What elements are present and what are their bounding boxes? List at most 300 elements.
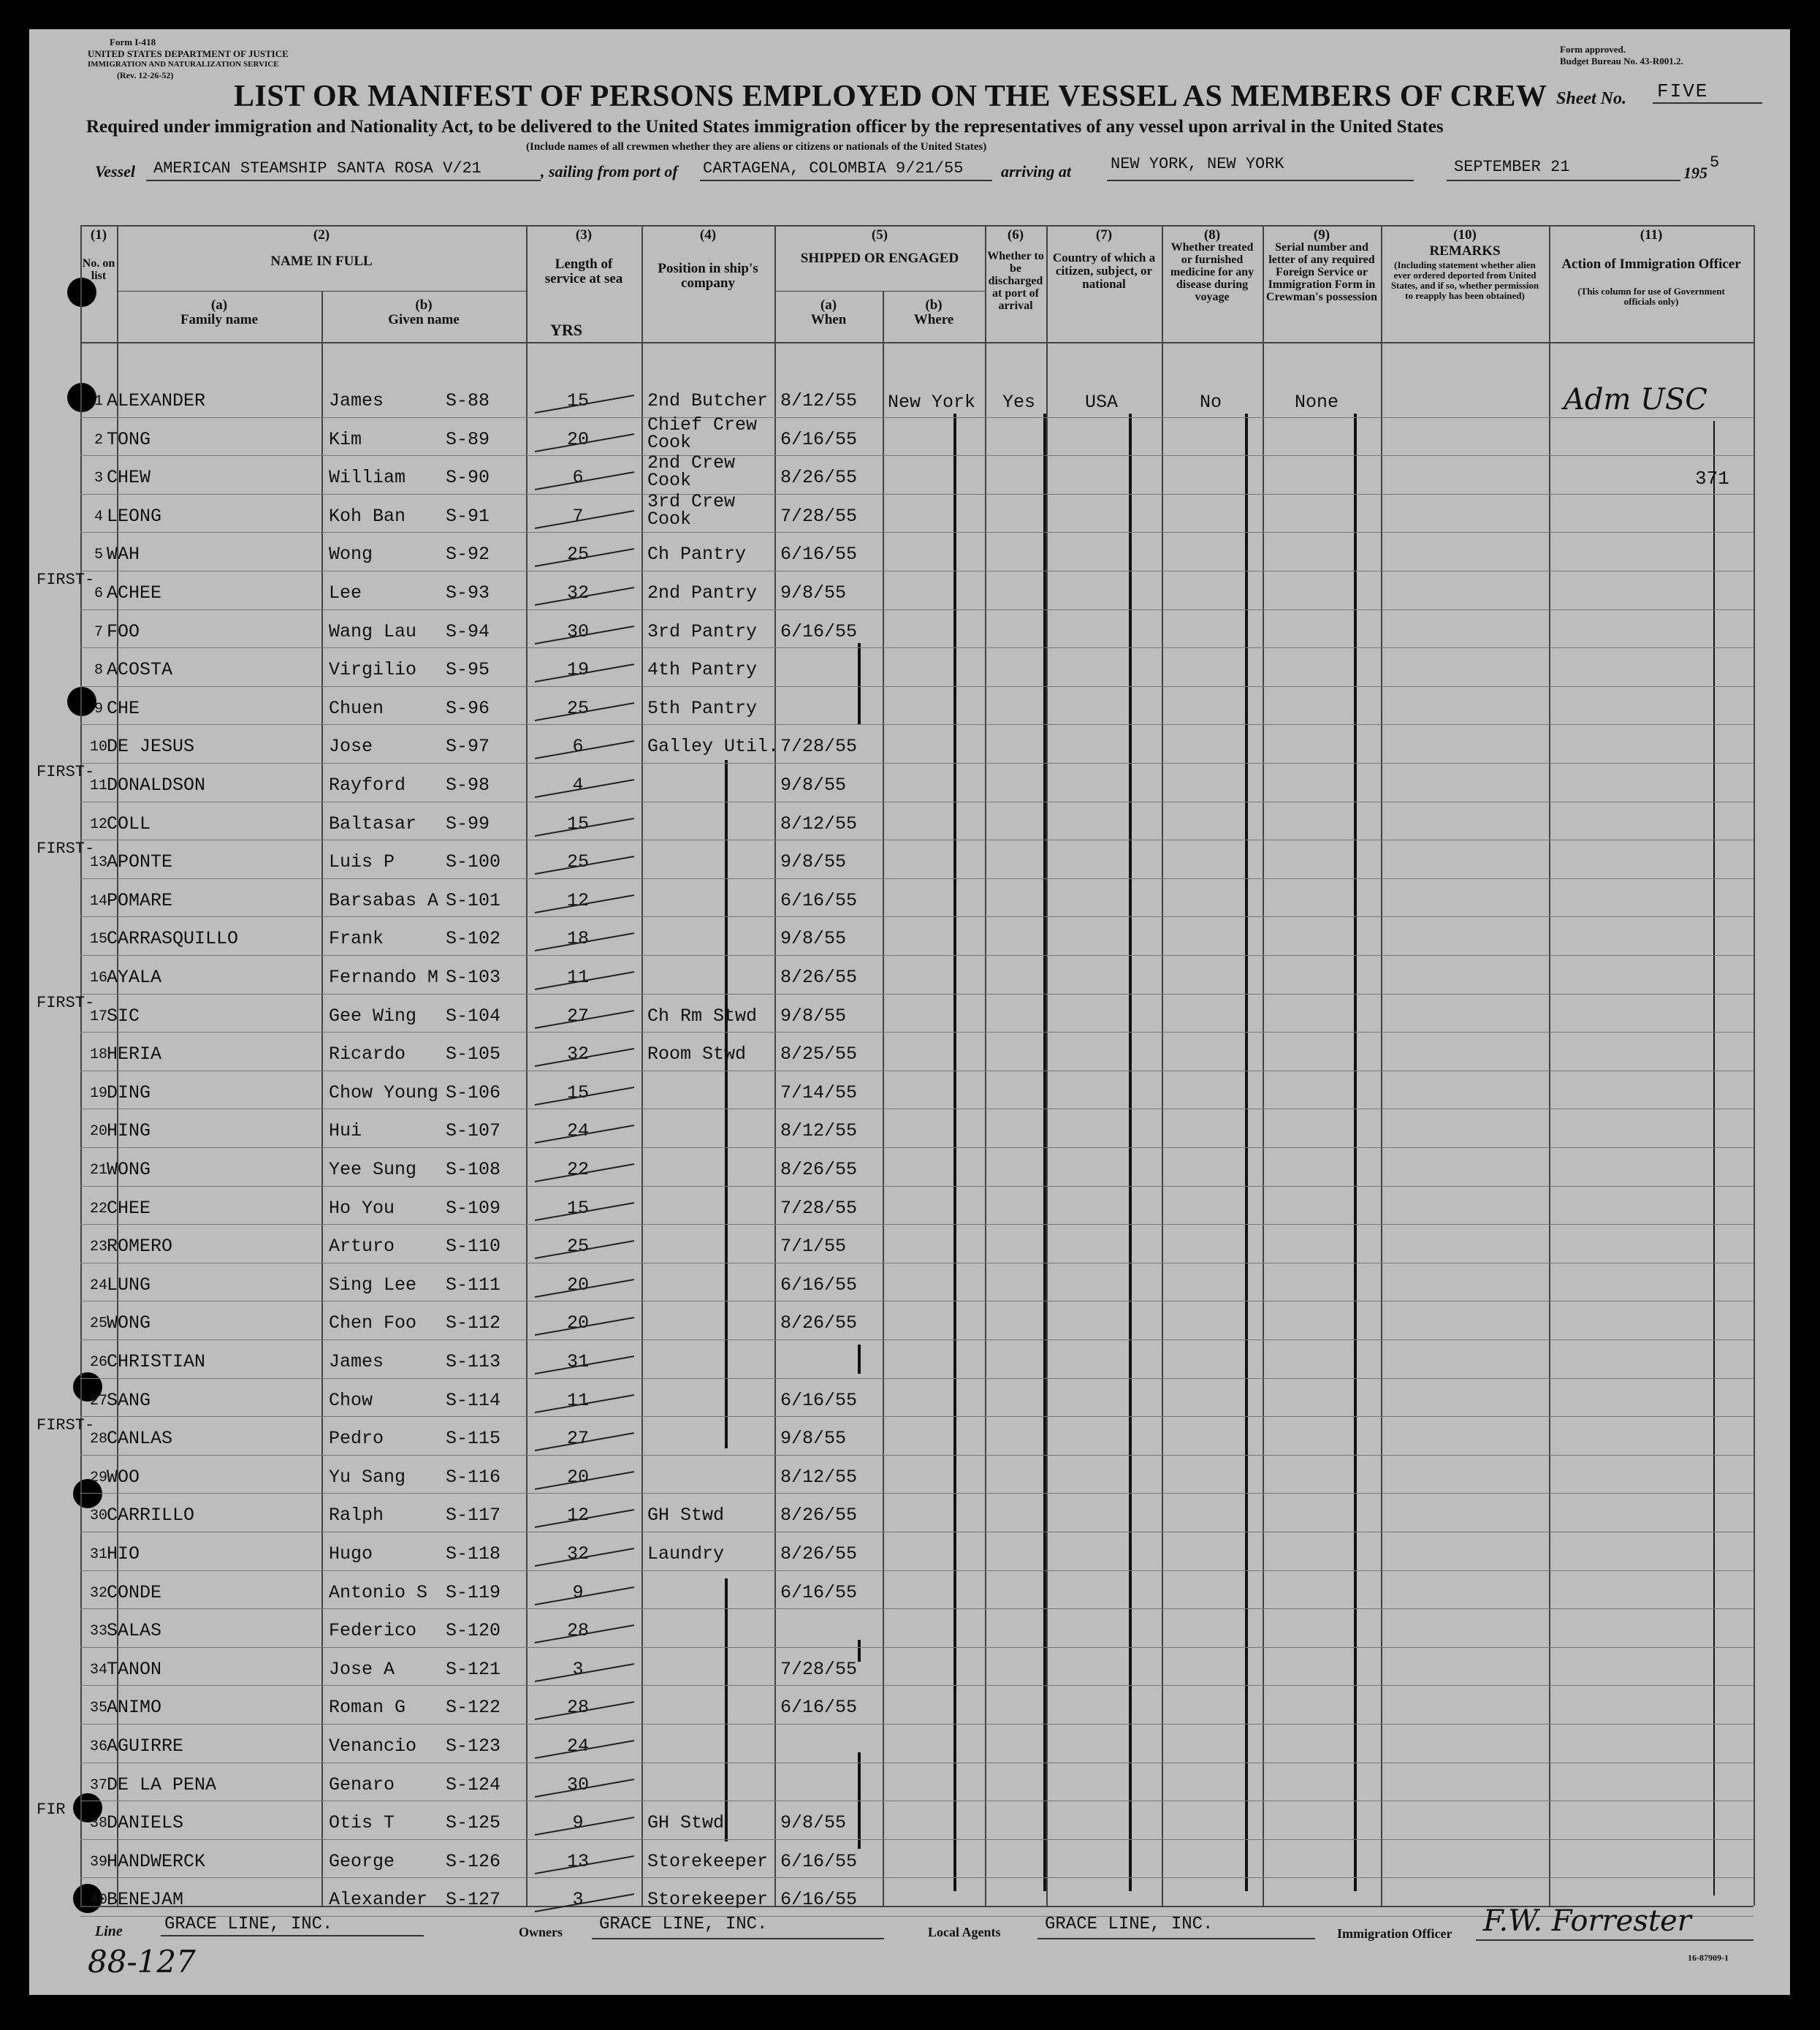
crew-id: S-93 [446,582,490,604]
given-name: Luis P [329,851,395,873]
col5b-letter: (b) [925,297,943,313]
engaged-when: 8/26/55 [780,967,858,988]
service-years: 31 [566,1351,589,1372]
position: 2nd Butcher [647,390,769,411]
engaged-when: 6/16/55 [780,1274,858,1296]
vessel-name: AMERICAN STEAMSHIP SANTA ROSA V/21 [153,159,481,178]
service-years: 15 [566,1197,589,1219]
form-number: Form I-418 [110,37,156,47]
engaged-when: 7/28/55 [780,1197,858,1219]
engaged-when: 7/14/55 [780,1081,858,1103]
given-name: Ho You [329,1197,395,1219]
service-years: 18 [566,928,589,950]
row-number: 27 [89,1392,107,1410]
ditto-action [1713,421,1715,1896]
col3-number: (3) [575,227,593,243]
row-number: 21 [89,1162,107,1179]
crew-id: S-101 [446,889,501,911]
manifest-title: LIST OR MANIFEST OF PERSONS EMPLOYED ON THE VESSEL AS MEMBERS OF CREW [234,80,1547,113]
service-years: 4 [572,775,584,796]
crew-id: S-105 [446,1043,501,1065]
position: GH Stwd [647,1505,725,1527]
service-years: 32 [566,1043,589,1065]
col2-number: (2) [313,227,330,243]
service-years: 32 [566,582,589,604]
engaged-when: 8/12/55 [780,1120,858,1142]
row-number: 39 [89,1853,107,1871]
col2a-letter: (a) [210,297,228,313]
agents-label: Local Agents [928,1925,1001,1939]
family-name: APONTE [107,851,173,873]
given-name: Chow [329,1389,373,1411]
service-years: 30 [566,1774,589,1795]
engaged-when: 9/8/55 [780,851,847,873]
row-number: 24 [89,1277,107,1294]
row-number: 1 [94,393,103,410]
position: 3rd Crew [647,490,736,512]
given-name: Baltasar [329,813,417,835]
col10-note: (Including statement whether alien ever ordered deported from United States, and if so, whether permission to reapply has been obtained) [1390,259,1539,301]
owners-label: Owners [519,1925,563,1939]
form-approved: Form approved. [1560,44,1626,55]
family-name: POMARE [107,889,173,911]
position: Galley Util. [647,736,780,758]
col5a-header: When [810,312,847,327]
col1-header: No. on list [82,257,115,282]
service: IMMIGRATION AND NATURALIZATION SERVICE [88,60,279,69]
crew-id: S-127 [446,1889,501,1911]
row-number: 34 [89,1661,107,1679]
position-line2: Cook [647,431,692,453]
row-number: 40 [89,1892,107,1909]
engaged-when: 6/16/55 [780,428,858,450]
margin-mark: FIRST- [37,763,95,781]
revision: (Rev. 12-26-52) [117,70,174,80]
family-name: CHRISTIAN [107,1351,206,1372]
given-name: Yu Sang [329,1466,406,1488]
service-years: 20 [566,1274,589,1296]
ditto-pos-2 [725,1062,728,1448]
service-years: 27 [566,1005,589,1027]
row-number: 11 [89,778,107,794]
ditto-medicine [1245,414,1248,1891]
given-name: Sing Lee [329,1274,417,1296]
crew-id: S-97 [446,736,490,758]
service-years: 20 [566,1312,589,1334]
given-name: Fernando M [329,967,439,988]
given-name: Otis T [329,1812,395,1834]
crew-id: S-110 [446,1236,501,1258]
col5-header: SHIPPED OR ENGAGED [800,251,959,266]
engaged-when: 8/12/55 [780,813,858,835]
ditto-pos-3 [725,1578,728,1841]
service-years: 15 [566,813,589,835]
crew-id: S-96 [446,697,490,719]
crew-id: S-111 [446,1274,501,1296]
service-years: 15 [566,1081,589,1103]
medicine-first: No [1200,392,1222,413]
engaged-when: 9/8/55 [780,1428,847,1450]
service-years: 28 [566,1697,589,1719]
col4-number: (4) [699,227,717,243]
col2a-header: Family name [180,312,259,327]
col2b-header: Given name [388,312,460,327]
row-number: 20 [89,1123,107,1141]
col7-number: (7) [1095,227,1113,243]
col6-number: (6) [1007,227,1024,243]
bottom-number: 88-127 [88,1944,196,1980]
row-number: 35 [89,1700,107,1717]
owners-value: GRACE LINE, INC. [599,1915,768,1934]
manifest-sheet [29,29,1790,1995]
crew-id: S-98 [446,775,490,796]
given-name: Pedro [329,1428,384,1450]
position: 4th Pantry [647,659,758,681]
crew-id: S-102 [446,928,501,950]
service-years: 7 [572,505,584,527]
family-name: HANDWERCK [107,1850,206,1872]
family-name: FOO [107,620,140,642]
col7-header: Country of which a citizen, subject, or national [1052,251,1156,291]
family-name: HING [107,1120,151,1142]
ditto-serial [1354,414,1357,1891]
line-label: Line [95,1923,123,1939]
col3-header: Length of service at sea [544,256,623,286]
family-name: DANIELS [107,1812,184,1834]
margin-mark: FIRST- [37,840,95,859]
engaged-when: 8/12/55 [780,1466,858,1488]
given-name: Hui [329,1120,362,1142]
service-years: 25 [566,851,589,873]
service-years: 24 [566,1120,589,1142]
crew-id: S-108 [446,1159,501,1180]
row-number: 23 [89,1239,107,1256]
row-number: 25 [89,1315,107,1333]
engaged-when: 6/16/55 [780,1889,858,1911]
position: Ch Rm Stwd [647,1005,758,1027]
crew-id: S-126 [446,1850,501,1872]
action-signature: Adm USC [1564,383,1707,417]
family-name: HERIA [107,1043,162,1065]
engaged-when: 7/28/55 [780,1658,858,1680]
service-years: 6 [572,736,584,758]
crew-id: S-88 [446,390,490,411]
engaged-when: 6/16/55 [780,1581,858,1603]
crew-id: S-120 [446,1620,501,1642]
position: GH Stwd [647,1812,725,1834]
position: 2nd Pantry [647,582,758,604]
row-number: 7 [94,623,103,641]
row-number: 19 [89,1084,107,1102]
given-name: Hugo [329,1543,373,1565]
engaged-when: 6/16/55 [780,1697,858,1719]
row-number: 17 [89,1008,107,1025]
department: UNITED STATES DEPARTMENT OF JUSTICE [88,48,289,59]
col4-header: Position in ship's company [658,261,758,291]
col10-number: (10) [1453,227,1477,243]
given-name: Frank [329,928,384,950]
crew-table [80,225,1754,1911]
row-number: 15 [89,931,107,949]
given-name: Venancio [329,1736,417,1757]
family-name: ACOSTA [107,659,173,681]
family-name: CARRASQUILLO [107,928,239,950]
family-name: ROMERO [107,1236,173,1258]
col5-number: (5) [871,227,888,243]
manifest-subtitle: Required under immigration and Nationality Act, to be delivered to the United States immigration officer by the representatives of any vessel upon arrival in the United States [86,117,1444,137]
engaged-when: 6/16/55 [780,544,858,566]
family-name: DE LA PENA [107,1774,217,1795]
page-stamp: 371 [1695,468,1729,490]
family-name: AGUIRRE [107,1736,184,1757]
family-name: SANG [107,1389,151,1411]
engaged-when: 8/26/55 [780,467,858,489]
row-number: 16 [89,970,107,987]
given-name: Koh Ban [329,505,406,527]
ditto-where [953,414,956,1891]
serial-first: None [1295,392,1339,413]
family-name: DE JESUS [107,736,195,758]
crew-id: S-107 [446,1120,501,1142]
col2b-letter: (b) [415,297,433,313]
engaged-when: 7/28/55 [780,505,858,527]
engaged-when: 8/12/55 [780,390,858,411]
service-years: 20 [566,428,589,450]
service-years: 27 [566,1428,589,1450]
row-number: 37 [89,1776,107,1794]
service-years: 24 [566,1736,589,1757]
engaged-when: 6/16/55 [780,1850,858,1872]
engaged-when: 9/8/55 [780,775,847,796]
crew-id: S-114 [446,1389,501,1411]
row-number: 13 [89,854,107,872]
position: Storekeeper [647,1850,769,1872]
margin-mark: FIRST- [37,993,95,1012]
arrival-date: SEPTEMBER 21 [1454,158,1570,176]
col3-unit: YRS [549,321,582,339]
ditto-when-1 [858,643,861,725]
crew-id: S-125 [446,1812,501,1834]
row-number: 8 [94,662,103,680]
crew-id: S-118 [446,1543,501,1565]
service-years: 12 [566,889,589,911]
col9-header: Serial number and letter of any required Foreign Service or Immigration Form in Crewman's possession [1265,241,1378,303]
given-name: Antonio S [329,1581,428,1603]
given-name: Barsabas A [329,889,439,911]
service-years: 22 [566,1159,589,1180]
service-years: 11 [566,1389,589,1411]
crew-id: S-91 [446,505,490,527]
service-years: 20 [566,1466,589,1488]
row-number: 14 [89,892,107,910]
family-name: CARRILLO [107,1505,195,1527]
service-years: 11 [566,967,589,988]
sheet-label: Sheet No. [1556,89,1626,108]
family-name: TONG [107,428,151,450]
position: 5th Pantry [647,697,758,719]
crew-id: S-103 [446,967,501,988]
col2-header: NAME IN FULL [270,254,373,269]
corner-code: 16-87909-1 [1688,1953,1729,1963]
year-prefix: 195 [1683,164,1707,182]
given-name: Lee [329,582,362,604]
row-number: 18 [89,1046,107,1064]
family-name: LUNG [107,1274,151,1296]
col11-header: Action of Immigration Officer [1561,256,1741,272]
service-years: 25 [566,697,589,719]
service-years: 25 [566,1236,589,1258]
engaged-when: 7/28/55 [780,736,858,758]
crew-id: S-90 [446,467,490,489]
given-name: Jose [329,736,373,758]
include-note: (Include names of all crewmen whether they are aliens or citizens or nationals of the United States) [526,141,987,153]
crew-id: S-95 [446,659,490,681]
family-name: ALEXANDER [107,390,206,411]
service-years: 3 [572,1889,584,1911]
row-number: 2 [94,431,103,449]
engaged-when: 9/8/55 [780,1812,847,1834]
position: 3rd Pantry [647,620,758,642]
col11-number: (11) [1640,227,1663,243]
vessel-label: Vessel [95,162,135,180]
sailing-label: , sailing from port of [541,162,678,180]
position: Laundry [647,1543,725,1565]
col10-header: REMARKS [1429,243,1501,259]
family-name: LEONG [107,505,162,527]
family-name: CANLAS [107,1428,173,1450]
position-line2: Cook [647,470,692,492]
crew-id: S-109 [446,1197,501,1219]
crew-id: S-121 [446,1658,501,1680]
position: Ch Pantry [647,544,747,566]
given-name: Chow Young [329,1081,439,1103]
col1-number: (1) [90,227,107,243]
crew-id: S-122 [446,1697,501,1719]
service-years: 30 [566,620,589,642]
crew-id: S-119 [446,1581,501,1603]
engaged-when: 8/26/55 [780,1159,858,1180]
row-number: 22 [89,1200,107,1217]
year-suffix: 5 [1710,153,1720,172]
crew-id: S-89 [446,428,490,450]
agents-value: GRACE LINE, INC. [1045,1915,1214,1934]
family-name: HIO [107,1543,140,1565]
row-number: 10 [89,739,107,756]
row-number: 9 [94,700,103,718]
given-name: Wang Lau [329,620,417,642]
crew-id: S-99 [446,813,490,835]
family-name: ACHEE [107,582,162,604]
position: Chief Crew [647,414,758,436]
row-number: 36 [89,1738,107,1755]
row-number: 26 [89,1354,107,1371]
family-name: BENEJAM [107,1889,184,1911]
family-name: DONALDSON [107,775,206,796]
service-years: 19 [566,659,589,681]
engaged-when: 6/16/55 [780,620,858,642]
officer-signature: F.W. Forrester [1483,1904,1691,1938]
ditto-when-3 [858,1640,861,1662]
row-number: 6 [94,585,103,602]
engaged-when: 8/26/55 [780,1505,858,1527]
given-name: Virgilio [329,659,417,681]
given-name: Arturo [329,1236,395,1258]
engaged-when: 6/16/55 [780,889,858,911]
col8-number: (8) [1203,227,1221,243]
where-first: New York [888,392,976,413]
ditto-when-2 [858,1345,861,1374]
row-number: 33 [89,1623,107,1641]
position-line2: Cook [647,508,692,530]
given-name: Rayford [329,775,406,796]
crew-id: S-116 [446,1466,501,1488]
family-name: DING [107,1081,151,1103]
crew-id: S-100 [446,851,501,873]
given-name: James [329,390,384,411]
margin-mark: FIR [37,1801,66,1820]
row-number: 5 [94,547,103,564]
position: Room Stwd [647,1043,747,1065]
engaged-when: 9/8/55 [780,1005,847,1027]
col5a-letter: (a) [820,297,837,313]
service-years: 9 [572,1581,584,1603]
given-name: Chen Foo [329,1312,417,1334]
arriving-at: NEW YORK, NEW YORK [1111,155,1284,173]
given-name: William [329,467,406,489]
crew-id: S-123 [446,1736,501,1757]
service-years: 25 [566,544,589,566]
line-value: GRACE LINE, INC. [164,1915,333,1934]
family-name: ANIMO [107,1697,162,1719]
given-name: Ralph [329,1505,384,1527]
row-number: 29 [89,1469,107,1486]
family-name: CHEW [107,467,151,489]
country-first: USA [1085,392,1119,413]
margin-mark: FIRST- [37,571,95,589]
engaged-when: 9/8/55 [780,928,847,950]
officer-label: Immigration Officer [1337,1926,1452,1941]
family-name: CHE [107,697,140,719]
family-name: WONG [107,1159,151,1180]
service-years: 28 [566,1620,589,1642]
crew-id: S-92 [446,544,490,566]
given-name: James [329,1351,384,1372]
family-name: CONDE [107,1581,162,1603]
row-number: 32 [89,1584,107,1602]
sailing-from: CARTAGENA, COLOMBIA 9/21/55 [703,159,964,178]
sheet-number: FIVE [1657,80,1709,102]
given-name: Kim [329,428,362,450]
service-years: 13 [566,1850,589,1872]
given-name: Wong [329,544,373,566]
crew-id: S-112 [446,1312,501,1334]
crew-id: S-124 [446,1774,501,1795]
given-name: Gee Wing [329,1005,417,1027]
given-name: Federico [329,1620,417,1642]
given-name: Ricardo [329,1043,406,1065]
row-number: 30 [89,1508,107,1525]
crew-id: S-106 [446,1081,501,1103]
margin-mark: FIRST- [37,1416,95,1435]
crew-id: S-94 [446,620,490,642]
row-number: 4 [94,508,103,525]
service-years: 15 [566,390,589,411]
family-name: TANON [107,1658,162,1680]
crew-id: S-117 [446,1505,501,1527]
engaged-when: 9/8/55 [780,582,847,604]
row-number: 38 [89,1815,107,1833]
family-name: COLL [107,813,151,835]
